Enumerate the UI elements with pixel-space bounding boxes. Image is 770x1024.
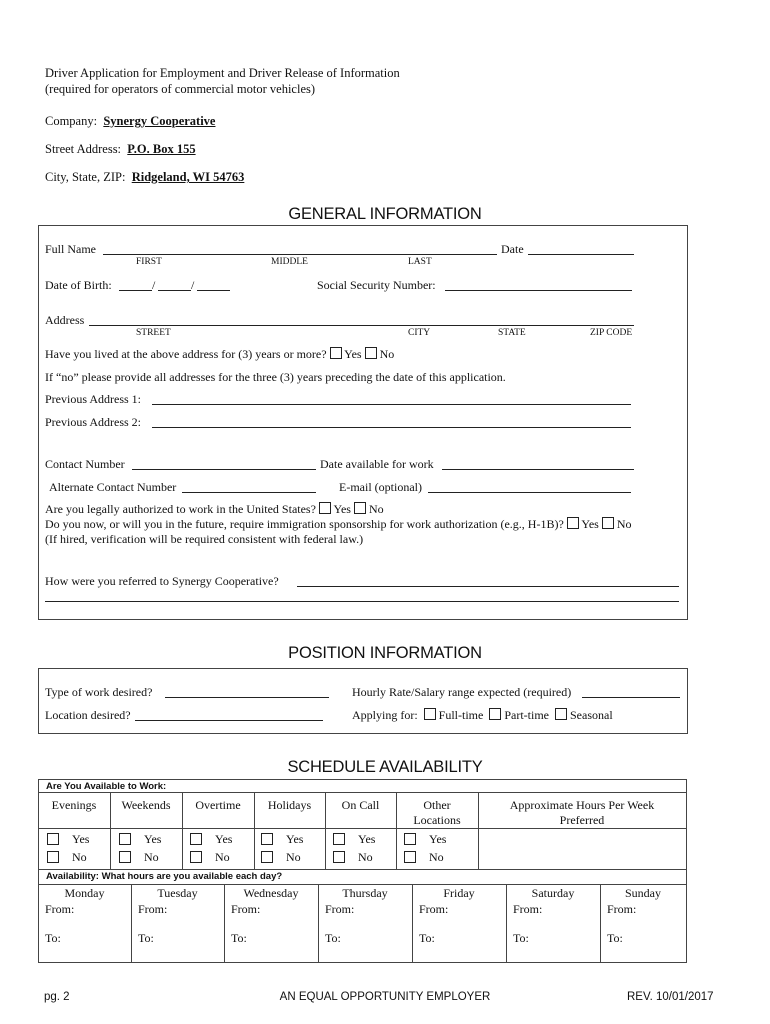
legal-yes-label: Yes: [333, 502, 351, 516]
dob-day-field[interactable]: [158, 290, 191, 291]
part-time-checkbox[interactable]: [489, 708, 501, 720]
footer-equal-opportunity: AN EQUAL OPPORTUNITY EMPLOYER: [279, 991, 491, 1003]
evenings-yes-checkbox[interactable]: [47, 833, 59, 845]
on-call-no-label: No: [358, 850, 373, 864]
full-name-field[interactable]: [103, 254, 497, 255]
alt-contact-label: Alternate Contact Number: [49, 480, 177, 494]
verification-note: (If hired, verification will be required consistent with federal law.): [45, 532, 364, 546]
friday-to[interactable]: To:: [419, 931, 435, 945]
state-caption: STATE: [498, 328, 526, 338]
other-locations-yes-checkbox[interactable]: [404, 833, 416, 845]
sponsor-yes-label: Yes: [581, 517, 599, 531]
general-heading: GENERAL INFORMATION: [288, 205, 482, 223]
other-locations-yes-label: Yes: [429, 832, 447, 846]
day-wednesday: Wednesday: [243, 886, 299, 900]
street-caption: STREET: [136, 328, 171, 338]
col-other: Other: [423, 798, 451, 812]
rate-label: Hourly Rate/Salary range expected (required): [352, 685, 572, 699]
day-saturday: Saturday: [531, 886, 575, 900]
monday-from[interactable]: From:: [45, 902, 75, 916]
last-caption: LAST: [408, 257, 432, 267]
sponsor-question-text: Do you now, or will you in the future, require immigration sponsorship for work authorization (e.g., H-1B)?: [45, 517, 564, 531]
on-call-yes-checkbox[interactable]: [333, 833, 345, 845]
on-call-yes-label: Yes: [358, 832, 376, 846]
hours-title: Availability: What hours are you available each day?: [46, 871, 283, 882]
position-section: [38, 668, 688, 734]
lived-question-text: Have you lived at the above address for (3) years or more?: [45, 347, 327, 361]
dob-label: Date of Birth:: [45, 278, 112, 292]
form-subtitle: (required for operators of commercial motor vehicles): [45, 82, 316, 96]
company-label: Company:: [45, 114, 98, 128]
date-available-field[interactable]: [442, 469, 634, 470]
company-value: Synergy Cooperative: [103, 114, 216, 128]
rate-field[interactable]: [582, 697, 680, 698]
previous-address-2-field[interactable]: [152, 427, 631, 428]
street-value: P.O. Box 155: [127, 142, 196, 156]
day-sunday: Sunday: [625, 886, 661, 900]
overtime-yes-label: Yes: [215, 832, 233, 846]
lived-yes-label: Yes: [344, 347, 362, 361]
holidays-yes-checkbox[interactable]: [261, 833, 273, 845]
form-title: Driver Application for Employment and Driver Release of Information: [45, 66, 400, 80]
legal-no-checkbox[interactable]: [354, 502, 366, 514]
evenings-no-label: No: [72, 850, 87, 864]
sponsor-yes-checkbox[interactable]: [567, 517, 579, 529]
email-label: E-mail (optional): [339, 480, 422, 494]
col-weekends: Weekends: [121, 798, 171, 812]
legal-yes-checkbox[interactable]: [319, 502, 331, 514]
tuesday-to[interactable]: To:: [138, 931, 154, 945]
ssn-label: Social Security Number:: [317, 278, 436, 292]
col-preferred: Preferred: [559, 813, 605, 827]
holidays-no-label: No: [286, 850, 301, 864]
col-on-call: On Call: [341, 798, 380, 812]
legal-no-label: No: [368, 502, 384, 516]
city-row: [45, 170, 244, 185]
city-value: Ridgeland, WI 54763: [131, 170, 245, 184]
other-locations-no-checkbox[interactable]: [404, 851, 416, 863]
applying-for: [352, 708, 613, 723]
applying-label: Applying for:: [352, 708, 418, 722]
email-field[interactable]: [428, 492, 631, 493]
lived-question: [45, 347, 394, 362]
col-holidays: Holidays: [267, 798, 312, 812]
saturday-to[interactable]: To:: [513, 931, 529, 945]
lived-no-checkbox[interactable]: [365, 347, 377, 359]
company-row: [45, 114, 215, 129]
alt-contact-field[interactable]: [182, 492, 316, 493]
dob-slash-2: /: [191, 278, 195, 292]
contact-number-label: Contact Number: [45, 457, 125, 471]
col-evenings: Evenings: [51, 798, 97, 812]
part-time-label: Part-time: [504, 708, 549, 722]
overtime-no-checkbox[interactable]: [190, 851, 202, 863]
col-approx-hours: Approximate Hours Per Week: [509, 798, 655, 812]
wednesday-to[interactable]: To:: [231, 931, 247, 945]
if-no-text: If “no” please provide all addresses for the three (3) years preceding the date of this application.: [45, 370, 506, 384]
seasonal-checkbox[interactable]: [555, 708, 567, 720]
work-type-label: Type of work desired?: [45, 685, 153, 699]
address-label: Address: [45, 313, 85, 327]
col-locations: Locations: [413, 813, 461, 827]
legal-question-text: Are you legally authorized to work in the United States?: [45, 502, 316, 516]
weekends-yes-checkbox[interactable]: [119, 833, 131, 845]
dob-month-field[interactable]: [119, 290, 152, 291]
weekends-no-label: No: [144, 850, 159, 864]
ssn-field[interactable]: [445, 290, 632, 291]
position-heading: POSITION INFORMATION: [288, 644, 482, 662]
date-available-label: Date available for work: [320, 457, 434, 471]
seasonal-label: Seasonal: [570, 708, 613, 722]
previous-address-2-label: Previous Address 2:: [45, 415, 141, 429]
availability-title: Are You Available to Work:: [46, 781, 167, 792]
col-overtime: Overtime: [195, 798, 241, 812]
weekends-yes-label: Yes: [144, 832, 162, 846]
work-type-field[interactable]: [165, 697, 329, 698]
on-call-no-checkbox[interactable]: [333, 851, 345, 863]
full-name-label: Full Name: [45, 242, 96, 256]
holidays-yes-label: Yes: [286, 832, 304, 846]
thursday-to[interactable]: To:: [325, 931, 341, 945]
day-monday: Monday: [64, 886, 105, 900]
monday-to[interactable]: To:: [45, 931, 61, 945]
date-label: Date: [501, 242, 524, 256]
sunday-to[interactable]: To:: [607, 931, 623, 945]
full-time-checkbox[interactable]: [424, 708, 436, 720]
overtime-yes-checkbox[interactable]: [190, 833, 202, 845]
friday-from[interactable]: From:: [419, 902, 449, 916]
thursday-from[interactable]: From:: [325, 902, 355, 916]
location-field[interactable]: [135, 720, 323, 721]
dob-slash-1: /: [152, 278, 156, 292]
street-label: Street Address:: [45, 142, 122, 156]
city-caption: CITY: [408, 328, 431, 338]
street-row: [45, 142, 196, 157]
zip-caption: ZIP CODE: [590, 328, 633, 338]
evenings-yes-label: Yes: [72, 832, 90, 846]
location-label: Location desired?: [45, 708, 131, 722]
address-field[interactable]: [89, 325, 634, 326]
holidays-no-checkbox[interactable]: [261, 851, 273, 863]
weekends-no-checkbox[interactable]: [119, 851, 131, 863]
wednesday-from[interactable]: From:: [231, 902, 261, 916]
first-caption: FIRST: [136, 257, 162, 267]
referred-field[interactable]: [297, 586, 679, 587]
date-field[interactable]: [528, 254, 634, 255]
sunday-from[interactable]: From:: [607, 902, 637, 916]
contact-number-field[interactable]: [132, 469, 316, 470]
tuesday-from[interactable]: From:: [138, 902, 168, 916]
schedule-heading: SCHEDULE AVAILABILITY: [287, 758, 483, 776]
day-tuesday: Tuesday: [157, 886, 198, 900]
sponsor-no-label: No: [616, 517, 632, 531]
referred-field-line-2[interactable]: [45, 601, 679, 602]
lived-yes-checkbox[interactable]: [330, 347, 342, 359]
previous-address-1-label: Previous Address 1:: [45, 392, 141, 406]
overtime-no-label: No: [215, 850, 230, 864]
legal-question: [45, 502, 384, 517]
city-label: City, State, ZIP:: [45, 170, 126, 184]
evenings-no-checkbox[interactable]: [47, 851, 59, 863]
previous-address-1-field[interactable]: [152, 404, 631, 405]
sponsor-question: [45, 517, 632, 532]
revision-date: REV. 10/01/2017: [627, 991, 714, 1003]
saturday-from[interactable]: From:: [513, 902, 543, 916]
dob-year-field[interactable]: [197, 290, 230, 291]
sponsor-no-checkbox[interactable]: [602, 517, 614, 529]
full-time-label: Full-time: [438, 708, 484, 722]
middle-caption: MIDDLE: [271, 257, 308, 267]
lived-no-label: No: [379, 347, 395, 361]
day-friday: Friday: [443, 886, 475, 900]
referred-label: How were you referred to Synergy Cooperative?: [45, 574, 279, 588]
page-number: pg. 2: [44, 991, 70, 1003]
day-thursday: Thursday: [342, 886, 388, 900]
other-locations-no-label: No: [429, 850, 444, 864]
